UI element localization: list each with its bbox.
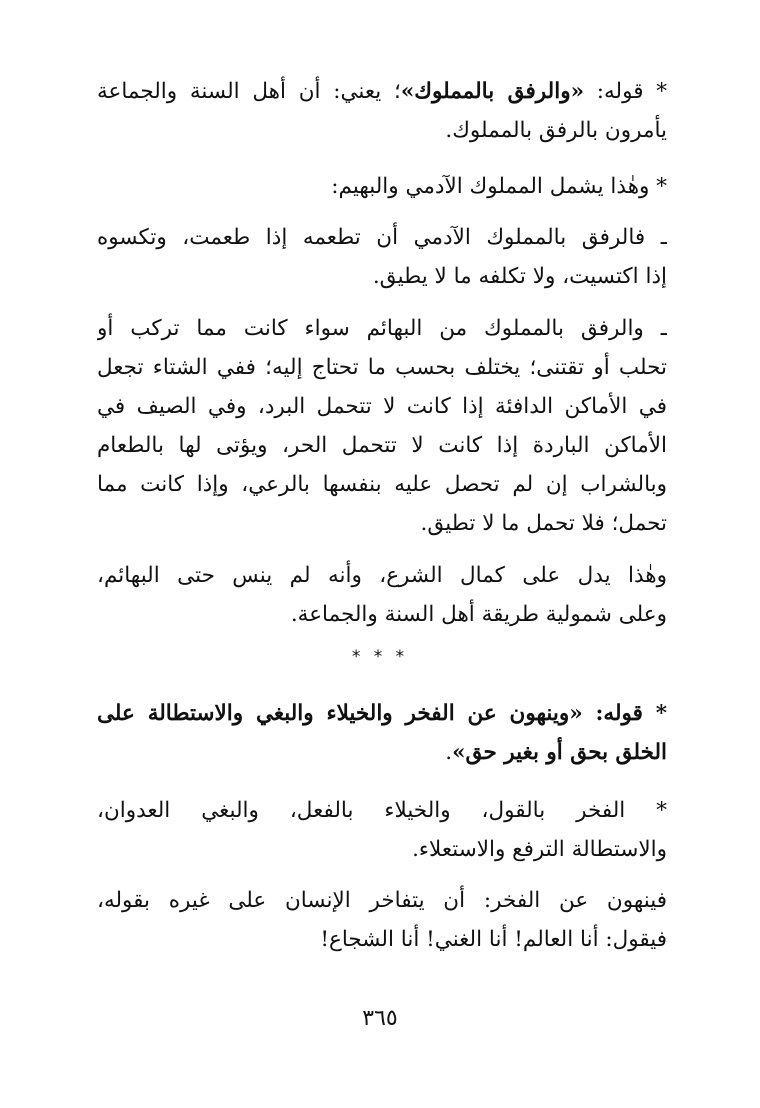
paragraph-boasting	[97, 881, 667, 959]
text-line: وعلى شمولية طريقة أهل السنة والجماعة.	[290, 602, 667, 627]
text-line: تحلب أو تقتنى؛ يختلف بحسب ما تحتاج إليه؛ ففي الشتاء تجعل	[97, 355, 667, 380]
quoted-text-bold: «وينهون عن الفخر والخيلاء والبغي والاستطالة على	[97, 701, 583, 726]
paragraph-human-slave	[97, 218, 667, 296]
quoted-text-bold: الخلق بحق أو بغير حق»	[452, 740, 667, 765]
text-line: * وهٰذا يشمل المملوك الآدمي والبهيم:	[331, 174, 667, 199]
text-segment: * قوله:	[584, 79, 667, 104]
text-line: فينهون عن الفخر: أن يتفاخر الإنسان على غيره بقوله،	[97, 888, 667, 913]
text-line: والاستطالة الترفع والاستعلاء.	[412, 837, 667, 862]
text-line: وبالشراب إن لم تحصل عليه بنفسها بالرعي، وإذا كانت مما	[97, 472, 667, 497]
text-line: ـ فالرفق بالمملوك الآدمي أن تطعمه إذا طعمت، وتكسوه	[97, 225, 667, 250]
text-segment: * قوله:	[582, 701, 667, 726]
paragraph-forbid-pride	[97, 694, 667, 772]
text-line: في الأماكن الدافئة إذا كانت لا تتحمل البرد، وفي الصيف في	[97, 394, 667, 419]
paragraph-animals	[97, 309, 667, 543]
text-segment: ؛ يعني: أن أهل السنة والجماعة	[97, 79, 401, 104]
text-line	[97, 733, 667, 772]
text-line: إذا اكتسيت، ولا تكلفه ما لا يطيق.	[372, 264, 667, 289]
quoted-text-bold: «والرفق بالمملوك»	[400, 79, 585, 104]
text-line: * الفخر بالقول، والخيلاء بالفعل، والبغي العدوان،	[97, 798, 667, 823]
paragraph-definitions	[97, 791, 667, 869]
text-line: يأمرون بالرفق بالمملوك.	[445, 118, 667, 143]
page-number: ٣٦٥	[362, 1006, 398, 1031]
text-line	[97, 72, 667, 111]
paragraph-includes	[97, 167, 667, 206]
section-separator: * * *	[351, 647, 409, 667]
text-line: ـ والرفق بالمملوك من البهائم سواء كانت مما تركب أو	[97, 316, 667, 341]
text-line: وهٰذا يدل على كمال الشرع، وأنه لم ينس حتى البهائم،	[97, 563, 667, 588]
text-line: تحمل؛ فلا تحمل ما لا تطيق.	[420, 511, 667, 536]
paragraph-perfection	[97, 556, 667, 634]
text-line: الأماكن الباردة إذا كانت لا تتحمل الحر، ويؤتى لها بالطعام	[97, 433, 667, 458]
text-line: فيقول: أنا العالم! أنا الغني! أنا الشجاع!	[320, 927, 667, 952]
text-segment: .	[445, 740, 453, 765]
text-line	[97, 694, 667, 733]
paragraph-rifq-intro	[97, 72, 667, 150]
